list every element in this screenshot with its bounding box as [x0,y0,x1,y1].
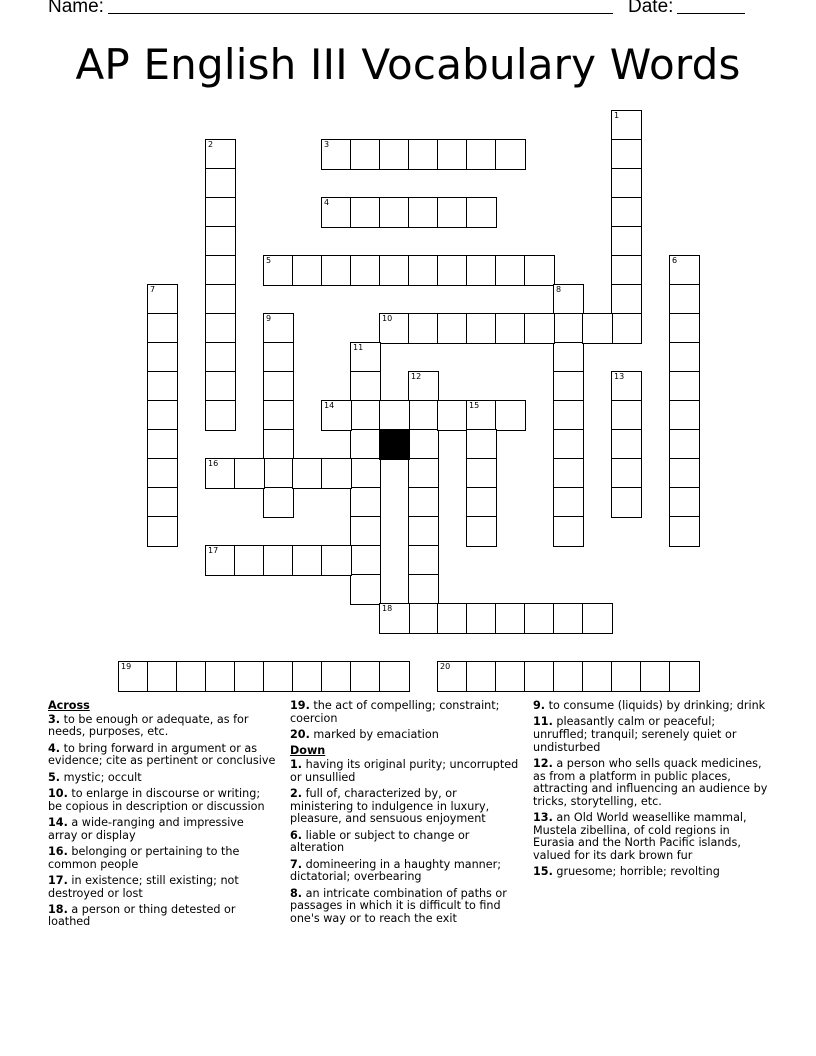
grid-cell[interactable] [350,371,381,402]
grid-cell[interactable] [466,313,497,344]
grid-cell[interactable] [321,661,352,692]
grid-cell[interactable] [263,458,294,489]
grid-cell[interactable] [495,400,526,431]
grid-cell[interactable] [147,371,178,402]
grid-cell[interactable] [379,661,410,692]
grid-cell[interactable] [611,371,642,402]
clue-number: 20 [440,662,451,671]
grid-cell[interactable] [292,255,323,286]
grid-cell[interactable] [437,197,468,228]
clue-down-13: 13. an Old World weasellike mammal, Mustela zibellina, of cold regions in Eurasia and the North Pacific islands, valued for its dark brown fur [533,811,747,862]
clues-column-1 [48,700,276,933]
clue-down-12: 12. a person who sells quack medicines, as from a platform in public places, attracting and influencing an audience by tricks, storytelling, etc. [533,756,768,808]
grid-cell[interactable] [147,487,178,518]
grid-cell[interactable] [408,603,439,634]
grid-cell[interactable] [437,661,468,692]
clue-number: 3 [324,140,330,149]
clue-number: 4 [324,198,330,207]
grid-cell[interactable] [147,313,178,344]
grid-cell[interactable] [350,429,381,460]
grid-cell[interactable] [263,545,294,576]
grid-cell[interactable] [524,661,555,692]
name-label: Name: [48,0,104,17]
grid-cell[interactable] [408,197,439,228]
grid-cell[interactable] [263,255,294,286]
grid-cell[interactable] [466,603,497,634]
grid-cell[interactable] [669,284,700,315]
grid-cell[interactable] [263,313,294,344]
grid-cell[interactable] [553,487,584,518]
grid-cell[interactable] [611,284,642,315]
grid-cell[interactable] [408,516,439,547]
grid-cell[interactable] [321,545,352,576]
grid-cell[interactable] [611,400,642,431]
grid-cell[interactable] [350,487,381,518]
grid-cell[interactable] [408,371,439,402]
grid-cell[interactable] [234,458,265,489]
clue-down-15: 15. gruesome; horrible; revolting [533,865,720,879]
clue-number: 10 [382,314,393,323]
grid-cell[interactable] [466,429,497,460]
grid-cell[interactable] [263,400,294,431]
grid-cell[interactable] [611,168,642,199]
grid-cell[interactable] [495,313,526,344]
grid-cell[interactable] [437,139,468,170]
grid-cell[interactable] [379,400,410,431]
grid-cell[interactable] [669,313,700,344]
grid-cell[interactable] [205,400,236,431]
grid-cell[interactable] [321,458,352,489]
clue-across-19: 19. the act of compelling; constraint; coercion [290,699,500,725]
grid-cell[interactable] [495,255,526,286]
grid-cell[interactable] [669,661,700,692]
grid-cell[interactable] [408,255,439,286]
down-heading: Down [290,744,326,758]
grid-cell[interactable] [379,313,410,344]
clue-down-1: 1. having its original purity; uncorrupted or unsullied [290,757,519,784]
grid-cell[interactable] [611,661,642,692]
grid-cell[interactable] [553,458,584,489]
grid-cell[interactable] [118,661,149,692]
grid-cell[interactable] [437,255,468,286]
grid-cell[interactable] [524,255,555,286]
clue-number: 13 [614,372,625,381]
clue-number: 6 [672,256,678,265]
clue-across-16: 16. belonging or pertaining to the common people [48,844,240,871]
grid-cell[interactable] [611,487,642,518]
clue-number: 9 [266,314,272,323]
grid-cell[interactable] [495,603,526,634]
grid-cell[interactable] [147,429,178,460]
grid-cell[interactable] [437,603,468,634]
clue-across-10: 10. to enlarge in discourse or writing; be copious in description or discussion [48,786,265,813]
grid-cell[interactable] [669,458,700,489]
grid-cell[interactable] [350,255,381,286]
grid-cell[interactable] [321,400,352,431]
clue-across-4: 4. to bring forward in argument or as evidence; cite as pertinent or conclusive [48,741,276,768]
grid-cell[interactable] [350,661,381,692]
grid-cell[interactable] [408,139,439,170]
grid-cell[interactable] [611,458,642,489]
grid-cell[interactable] [321,255,352,286]
clue-across-3: 3. to be enough or adequate, as for needs, purposes, etc. [48,712,249,739]
grid-cell[interactable] [147,516,178,547]
grid-cell[interactable] [379,255,410,286]
grid-cell[interactable] [553,429,584,460]
grid-cell[interactable] [176,661,207,692]
grid-cell[interactable] [205,168,236,199]
grid-cell[interactable] [379,603,410,634]
grid-cell[interactable] [350,516,381,547]
grid-cell[interactable] [524,603,555,634]
clue-across-17: 17. in existence; still existing; not destroyed or lost [48,873,239,900]
grid-cell[interactable] [408,487,439,518]
grid-cell[interactable] [321,139,352,170]
grid-cell[interactable] [350,545,381,576]
grid-cell[interactable] [263,342,294,373]
grid-cell[interactable] [205,139,236,170]
grid-cell[interactable] [466,661,497,692]
grid-cell[interactable] [466,400,497,431]
grid-cell[interactable] [408,574,439,605]
grid-cell[interactable] [669,342,700,373]
grid-cell[interactable] [321,197,352,228]
grid-cell[interactable] [553,284,584,315]
grid-cell[interactable] [147,661,178,692]
grid-cell[interactable] [147,400,178,431]
grid-cell[interactable] [147,458,178,489]
grid-cell[interactable] [205,255,236,286]
date-label: Date: [628,0,674,17]
grid-cell[interactable] [553,603,584,634]
grid-cell[interactable] [437,400,468,431]
grid-cell[interactable] [408,429,439,460]
grid-cell[interactable] [350,197,381,228]
grid-cell[interactable] [205,661,236,692]
grid-cell[interactable] [640,661,671,692]
grid-cell[interactable] [669,371,700,402]
grid-cell[interactable] [408,458,439,489]
grid-cell[interactable] [611,139,642,170]
clue-number: 12 [411,372,422,381]
grid-cell[interactable] [553,661,584,692]
grid-cell[interactable] [669,400,700,431]
clues-column-2 [290,700,520,929]
grid-cell[interactable] [495,139,526,170]
grid-cell[interactable] [408,313,439,344]
grid-cell[interactable] [205,371,236,402]
clue-across-20: 20. marked by emaciation [290,727,439,741]
grid-cell[interactable] [669,516,700,547]
clue-number: 18 [382,604,393,613]
grid-cell[interactable] [466,139,497,170]
clue-number: 15 [469,401,480,410]
clue-across-5: 5. mystic; occult [48,770,142,784]
clue-down-8: 8. an intricate combination of paths or passages in which it is difficult to find one's way or to reach the exit [290,886,507,925]
clue-number: 8 [556,285,562,294]
clues-column-3 [533,700,769,883]
clue-across-14: 14. a wide-ranging and impressive array or display [48,815,244,842]
grid-cell[interactable] [669,255,700,286]
grid-cell[interactable] [350,400,381,431]
grid-cell[interactable] [205,342,236,373]
clue-number: 17 [208,546,219,555]
grid-cell[interactable] [553,342,584,373]
grid-cell[interactable] [263,661,294,692]
grid-cell[interactable] [379,139,410,170]
grid-cell[interactable] [350,574,381,605]
grid-cell[interactable] [234,661,265,692]
grid-cell[interactable] [437,313,468,344]
grid-cell[interactable] [350,139,381,170]
grid-shaded-cell [379,429,410,460]
page-title: AP English III Vocabulary Words [75,40,741,89]
clue-number: 11 [353,343,364,352]
grid-cell[interactable] [379,197,410,228]
grid-cell[interactable] [408,545,439,576]
grid-cell[interactable] [611,197,642,228]
grid-cell[interactable] [466,197,497,228]
grid-cell[interactable] [582,603,613,634]
grid-cell[interactable] [466,255,497,286]
grid-cell[interactable] [611,429,642,460]
grid-cell[interactable] [524,313,555,344]
grid-cell[interactable] [466,516,497,547]
grid-cell[interactable] [495,661,526,692]
clue-number: 5 [266,256,272,265]
grid-cell[interactable] [611,226,642,257]
grid-cell[interactable] [205,226,236,257]
grid-cell[interactable] [553,371,584,402]
grid-cell[interactable] [292,661,323,692]
across-heading: Across [48,699,90,712]
clue-across-18: 18. a person or thing detested or loathed [48,902,236,929]
grid-cell[interactable] [350,342,381,373]
clue-number: 14 [324,401,335,410]
grid-cell[interactable] [205,458,236,489]
grid-cell[interactable] [611,313,642,344]
grid-cell[interactable] [147,284,178,315]
grid-cell[interactable] [553,400,584,431]
grid-cell[interactable] [205,545,236,576]
grid-cell[interactable] [582,661,613,692]
clue-number: 2 [208,140,214,149]
grid-cell[interactable] [611,110,642,141]
grid-cell[interactable] [234,545,265,576]
clue-number: 7 [150,285,156,294]
grid-cell[interactable] [582,313,613,344]
clue-down-9: 9. to consume (liquids) by drinking; drink [533,699,766,712]
clue-down-7: 7. domineering in a haughty manner; dictatorial; overbearing [290,857,502,884]
grid-cell[interactable] [466,487,497,518]
grid-cell[interactable] [205,313,236,344]
grid-cell[interactable] [669,487,700,518]
grid-cell[interactable] [147,342,178,373]
grid-cell[interactable] [263,429,294,460]
grid-cell[interactable] [553,313,584,344]
grid-cell[interactable] [205,284,236,315]
grid-cell[interactable] [350,458,381,489]
clue-down-2: 2. full of, characterized by, or ministering to indulgence in luxury, pleasure, and sensuous enjoyment [290,786,490,826]
clue-down-11: 11. pleasantly calm or peaceful; unruffled; tranquil; serenely quiet or undisturbed [533,715,737,754]
grid-cell[interactable] [466,458,497,489]
grid-cell[interactable] [611,255,642,286]
grid-cell[interactable] [553,516,584,547]
grid-cell[interactable] [205,197,236,228]
clue-number: 1 [614,111,620,120]
grid-cell[interactable] [292,545,323,576]
grid-cell[interactable] [263,487,294,518]
grid-cell[interactable] [408,400,439,431]
grid-cell[interactable] [292,458,323,489]
clue-down-6: 6. liable or subject to change or alteration [290,828,470,855]
clue-number: 19 [121,662,132,671]
grid-cell[interactable] [669,429,700,460]
grid-cell[interactable] [263,371,294,402]
clue-number: 16 [208,459,219,468]
